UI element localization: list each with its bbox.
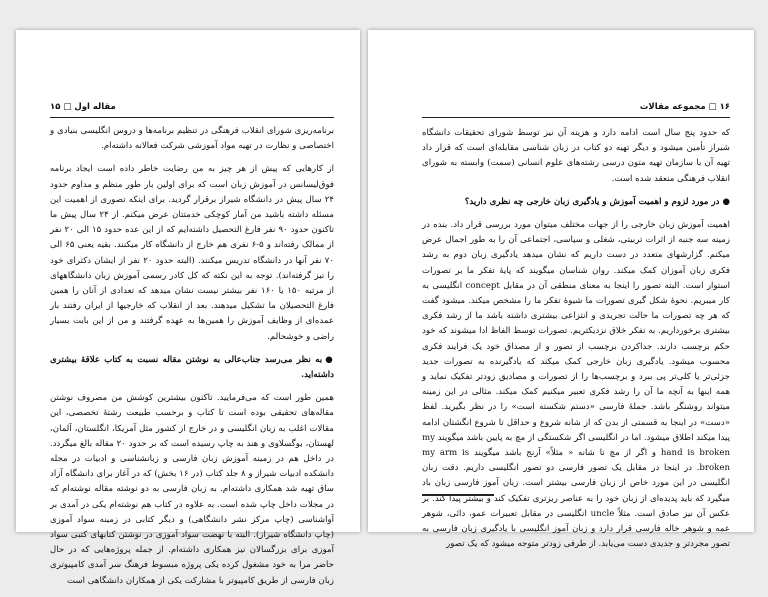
left-page-body — [50, 124, 334, 597]
right-answer: اهمیت آموزش زبان خارجی را از جهات مختلف میتوان مورد بررسی قرار داد. بنده در زمینه سه جنبه از اثرات تربیتی، شغلی و سیاسی، اجتماعی آن را به طور اجمال عرض میکنم. گزارشهای متعدد در دست داریم که نشان میدهد یادگیری زبان دوم به رشد فکری زبان آموزان کمک میکند. روان شناسان میگویند که پایهٔ تفکر ما بر تصورات استوار است. البته تصور را اینجا به معنای منطقی آن در مقابل concept انگلیسی به کار میبریم. نحوهٔ شکل گیری تصورات ما شیوهٔ تفکر ما را مشخص میکند. میشود گفت که هر چه تصورات ما حالت تجریدی و انتزاعی بیشتری داشته باشد ما از رشد فکری بیشتری برخورداریم. به تفکر خلاق نزدیکتریم. تصورات توسط الفاظ ادا میشوند که خود حکم برچسب دارند. جداکردن برچسب از تصور و از مصداق خود یک فرایند فکری محسوب میشود. یادگیری زبان خارجی کمک میکند که یادگیرنده به تصورات جدید جزئی‌تر یا کلی‌تر پی ببرد و برچسب‌ها را از تصورات و مصادیق زودتر تفکیک نماید و همه اینها به آنچه ما آن را رشد فکری تعبیر میکنیم کمک میکند. مثالی در این زمینه میتواند روشنگر باشد. جملهٔ فارسی «دستم شکسته است» را در نظر بگیرید. لفظ «دست» در اینجا به قسمتی از بدن که از شانه شروع و حداقل تا شروع انگشتان ادامه پیدا میکند اطلاق میشود. اما در انگلیسی اگر شکستگی از مچ به پایین باشد میگویند my hand is broken و اگر از مچ تا شانه « مثلاً» آرنج باشد میگویند my arm is broken. در اینجا در مقابل یک تصور فارسی دو تصور انگلیسی داریم. دقت زبان انگلیسی در این مورد خاص از زبان فارسی بیشتر است. زبان آموز فارسی زبان باد میگیرد که باید پدیده‌ای از زبان خود را به عناصر ریزتری تفکیک کند و بیشتر پیدا کند. بر عکس آن نیز صادق است. مثلاً uncle انگلیسی در مقابل تعبیرات عمو، دائی، شوهر عمه و شوهر خاله فارسی قرار دارد و زبان آموز انگلیسی با یادگیری زبان فارسی به تصور مجردتر و جدیدی دست می‌یابد. از طرفی زودتر متوجه میشود که یک تصور — [422, 220, 731, 550]
left-page — [16, 30, 360, 586]
left-page-header: مقاله اول □ ۱۵ — [50, 102, 116, 112]
left-question — [50, 353, 334, 383]
left-answer: همین طور است که می‌فرمایید. تاکنون بیشترین کوشش من مصروف نوشتن مقاله‌های تحقیقی بوده است تا کتاب و برحسب طبیعت رشتهٔ تخصصی، این مقالات اغلب به زبان انگلیسی و در خارج از کشور مثل آمریکا، انگلستان، آلمان، لهستان، یوگسلاوی و هند به چاپ رسیده است که بر حدود ۲۰ مقاله بالغ میگردد. در داخل هم در زمینه آموزش زبان فارسی و زبانشناسی و ادبیات در مجله دانشکده ادبیات شیراز و ۸ جلد کتاب (در ۱۶ بخش) که در آغاز برای دانشگاه آزاد ساق تهیه شد همکاری داشته‌ام. به زبان فارسی به دو نوشته مقاله نوشته‌ام که در مجلات داخل چاپ شده است. به علاوه در کتاب هم نوشته‌ام یکی در آمدی بر آواشناسی (چاپ مرکز نشر دانشگاهی) و دیگر کتابی در زمینه سواد آموزی (چاپ دانشگاه شیراز). البته با نهضت سواد آموزی در نوشتن کتابهای کتبی سواد آموزی برای بزرگسالان نیز همکاری داشته‌ام. از جمله پروژه‌هایی که در حال حاضر مرا به خود مشغول کرده یکی پروژه مبسوط فرهنگ سر آمدی کامپیوتری زبان فارسی از طریق کامپیوتر با مشارکت یکی از همکاران دانشگاهی است — [50, 393, 334, 586]
right-question — [422, 195, 730, 210]
right-header-rule — [422, 117, 730, 118]
left-paragraph-1: برنامه‌ریزی شورای انقلاب فرهنگی در تنظیم برنامه‌ها و دروس انگلیسی بنیادی و اختصاصی و نظارت در تهیه مواد آموزشی شرکت فعالانه داشته‌ام. — [50, 126, 334, 152]
right-paragraph-1: که حدود پنج سال است ادامه دارد و هزینه آن نیز توسط شورای تحقیقات دانشگاه شیراز تأمین میشود و دیگر تهیه دو کتاب در زبان شناسی مقابله‌ای است که قرار داد تهیه آن با سازمان تهیه متون درسی رشته‌های علوم انسانی (سمت) وابسته به شورای انقلاب فرهنگی منعقد شده است. — [422, 128, 730, 184]
bullet-icon: ● — [722, 196, 730, 207]
left-paragraph-2: از کارهایی که پیش از هر چیز به من رضایت خاطر داده است ایجاد برنامه فوق‌لیسانس در آموزش زبان است که برای اولین بار طور منظم و مداوم حدود ۲۴ سال پیش در دانشگاه شیراز برقرار گردید. برای اینکه تصوری از اهمیت این مسئله داشته باشید من آمار کوچکی خدمتتان عرض میکنم. از ۲۴ سال پیش ما تاکنون حدود ۹۰ نفر فارغ التحصیل داشته‌ایم که از این عده حدود ۱۵ الی ۲۰ نفر از ممالک رفته‌اند و ۵-۶ نفری هم خارج از دانشگاه کار میکنند. بقیه یعنی ۶۵ الی ۷۰ نفر آنها در دانشگاه تدریس میکنند. (البته حدود ۲۰ نفر از ایشان دکترای خود را نیز گرفته‌اند). توجه به این نکته که کل کادر رسمی آموزش زبان دانشگاههای از مرتبه ۱۵۰ یا ۱۶۰ نفر بیشتر نیست نشان میدهد که تعدادی از آنان را همین فارغ التحصیلان ما تشکیل میدهند. بعد از انقلاب که خارجیها از ایران رفتند بار عمده‌ای از وظایف آموزش را همین‌ها به عهده گرفتند و من از این بابت بسیار راضی و خوشحالم. — [50, 164, 335, 342]
left-question-text: به نظر می‌رسد جناب‌عالی به نوشتن مقاله نسبت به کتاب علاقهٔ بیشتری داشته‌اید. — [50, 354, 334, 381]
right-footer-rule — [422, 494, 494, 496]
right-page — [368, 30, 754, 550]
right-page-header: ۱۶ □ مجموعه مقالات — [639, 102, 730, 112]
left-header-rule — [50, 117, 334, 118]
right-question-text: در مورد لزوم و اهمیت آموزش و یادگیری زبان خارجی چه نظری دارید؟ — [464, 196, 720, 207]
bullet-icon: ● — [325, 354, 334, 365]
